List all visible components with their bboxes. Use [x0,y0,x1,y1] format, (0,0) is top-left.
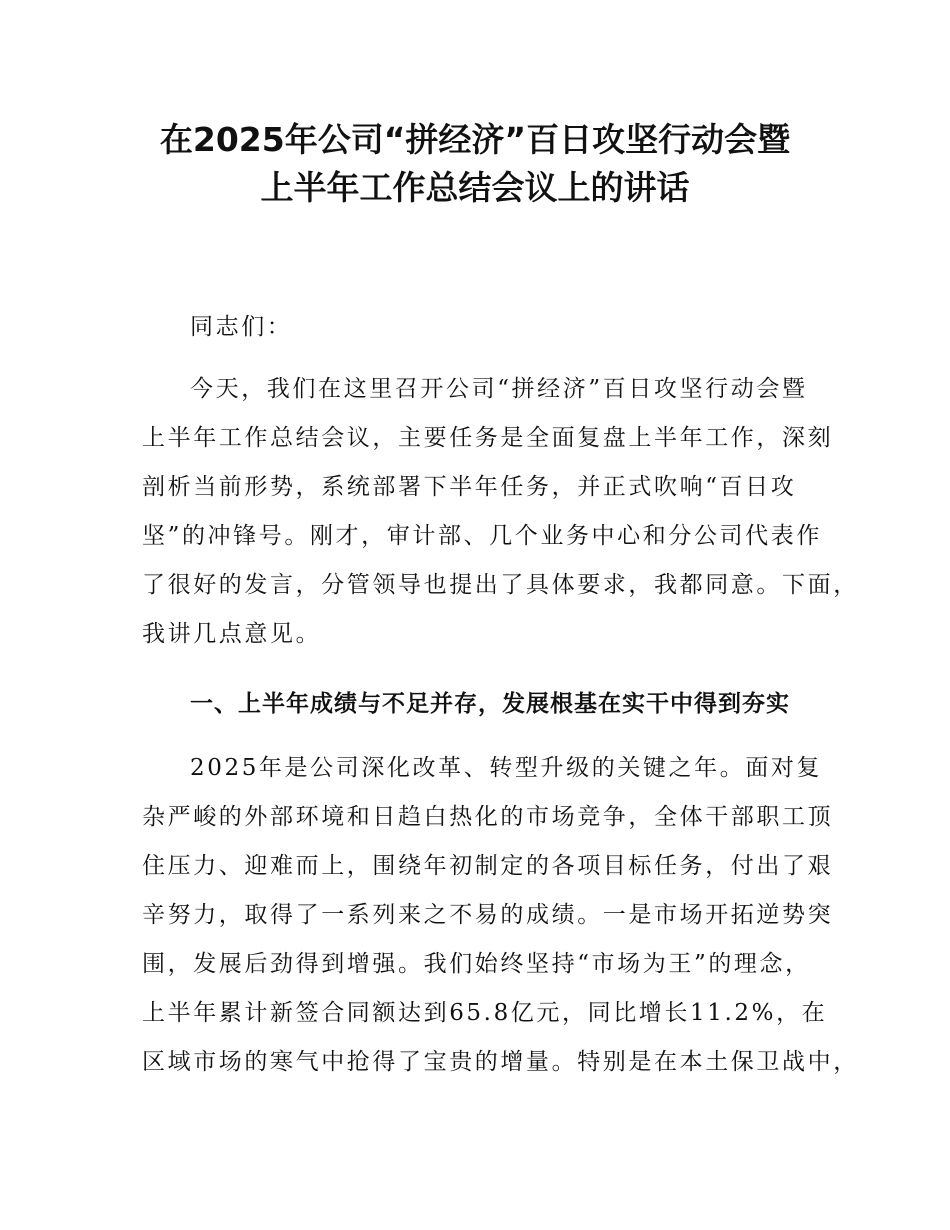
para1-line: 了很好的发言，分管领导也提出了具体要求，我都同意。下面， [142,572,859,598]
para2-line: 区域市场的寒气中抢得了宝贵的增量。特别是在本土保卫战中， [142,1049,859,1075]
para1-line: 剖析当前形势，系统部署下半年任务，并正式吹响“百日攻 [142,474,797,500]
para1-line: 我讲几点意见。 [142,621,322,647]
para2-line: 住压力、迎难而上，围绕年初制定的各项目标任务，付出了艰 [142,853,834,879]
para2-line: 杂严峻的外部环境和日趋白热化的市场竞争，全体干部职工顶 [142,804,834,830]
title-line-1: 在2025年公司“拼经济”百日攻坚行动会暨 [159,120,791,159]
para2-line: 2025年是公司深化改革、转型升级的关键之年。面对复 [190,755,823,781]
para2-line: 围，发展后劲得到增强。我们始终坚持“市场为王”的理念， [142,951,811,977]
para2-line: 上半年累计新签合同额达到65.8亿元，同比增长11.2%，在 [142,1000,828,1026]
section-heading-1: 一、上半年成绩与不足并存，发展根基在实干中得到夯实 [190,691,790,717]
para2-line: 辛努力，取得了一系列来之不易的成绩。一是市场开拓逆势突 [142,902,834,928]
title-line-2: 上半年工作总结会议上的讲话 [260,168,690,207]
para1-line: 今天，我们在这里召开公司“拼经济”百日攻坚行动会暨 [190,376,808,402]
para1-line: 上半年工作总结会议，主要任务是全面复盘上半年工作，深刻 [142,425,834,451]
para1-line: 坚”的冲锋号。刚才，审计部、几个业务中心和分公司代表作 [142,523,822,549]
salutation: 同志们： [190,314,293,340]
